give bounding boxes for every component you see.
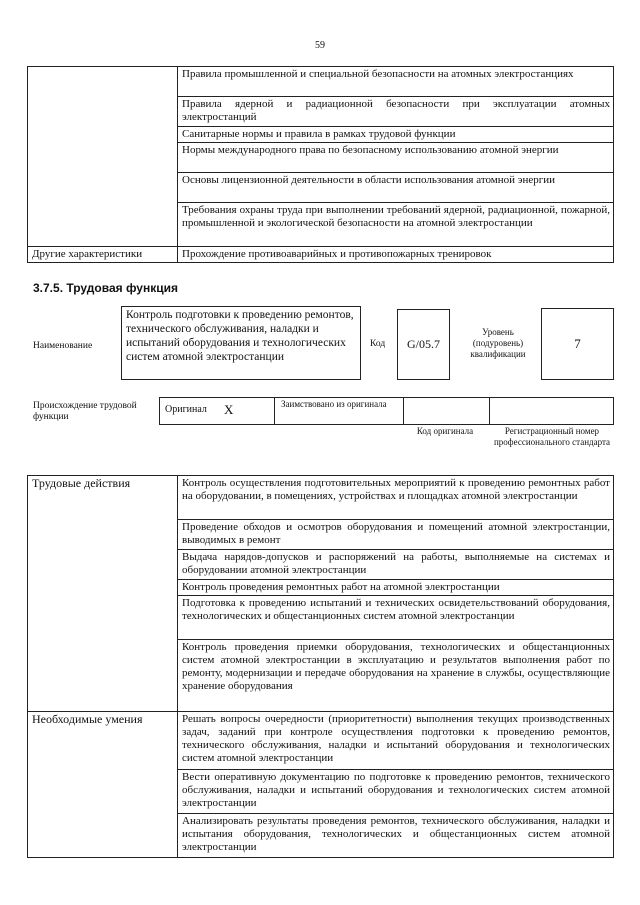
labor-actions-label: Трудовые действия xyxy=(28,476,178,712)
origin-label: Происхождение трудовой функции xyxy=(33,401,137,422)
knowledge-item: Правила ядерной и радиационной безопасности при эксплуатации атомных электростанций xyxy=(178,97,614,127)
labor-action-item: Проведение обходов и осмотров оборудования и помещений атомной электростанции, выводимых в ремонт xyxy=(178,520,614,550)
labor-action-item: Подготовка к проведению испытаний и технических освидетельствований оборудования, технологических и общестанционных систем атомной электростанции xyxy=(178,596,614,640)
blank-label-cell xyxy=(28,67,178,247)
section-heading: 3.7.5. Трудовая функция xyxy=(33,281,178,295)
skill-item: Вести оперативную документацию по подготовке к проведению ремонтов, технического обслуживания, наладки и испытаний оборудования и технологических систем атомной электростанции xyxy=(178,770,614,814)
labor-action-item: Контроль проведения приемки оборудования, технологических и общестанционных систем атомной электростанции в эксплуатацию и результатов выполнения работ по ремонту, модернизации и передаче оборудования на хранение в службы, осуществляющие хранение оборудования xyxy=(178,640,614,712)
knowledge-item: Санитарные нормы и правила в рамках трудовой функции xyxy=(178,127,614,143)
labor-action-item: Контроль осуществления подготовительных мероприятий к проведению ремонтных работ на оборудовании, в помещениях, устройствах и площадках атомной электростанции xyxy=(178,476,614,520)
top-knowledge-table xyxy=(27,66,614,263)
qualification-level-box: 7 xyxy=(541,308,614,380)
required-skills-label: Необходимые умения xyxy=(28,712,178,858)
reg-number-label: Регистрационный номер профессионального стандарта xyxy=(493,426,611,447)
skill-item: Решать вопросы очередности (приоритетности) выполнения текущих производственных задач, заданий при контроле осуществления подготовки к проведению ремонтов, технического обслуживания, наладки и испытаний оборудования и технологических систем атомной электростанции xyxy=(178,712,614,770)
knowledge-item: Нормы международного права по безопасному использованию атомной энергии xyxy=(178,143,614,173)
code-label: Код xyxy=(370,339,386,349)
function-name-box: Контроль подготовки к проведению ремонтов, технического обслуживания, наладки и испытаний оборудования и технологических систем атомной электростанции xyxy=(121,306,361,380)
original-label: Оригинал xyxy=(165,404,207,415)
qualification-level-label: Уровень (подуровень) квалификации xyxy=(470,327,526,359)
origin-row xyxy=(159,397,614,425)
labor-action-item: Выдача нарядов-допусков и распоряжений на работы, выполняемые на системах и оборудовании атомной электростанции xyxy=(178,550,614,580)
divider xyxy=(403,397,404,425)
knowledge-item: Требования охраны труда при выполнении требований ядерной, радиационной, пожарной, промышленной и экологической безопасности на атомной электростанции xyxy=(178,203,614,247)
other-characteristics-label: Другие характеристики xyxy=(28,247,178,263)
code-value-box: G/05.7 xyxy=(397,309,450,380)
other-characteristics-value: Прохождение противоаварийных и противопожарных тренировок xyxy=(178,247,614,263)
divider xyxy=(274,397,275,425)
knowledge-item: Основы лицензионной деятельности в области использования атомной энергии xyxy=(178,173,614,203)
page-number: 59 xyxy=(315,40,325,51)
divider xyxy=(489,397,490,425)
original-mark: X xyxy=(224,402,234,417)
skill-item: Анализировать результаты проведения ремонтов, технического обслуживания, наладки и испытания оборудования, технологических и общестанционных систем атомной электростанции xyxy=(178,814,614,858)
bottom-function-table xyxy=(27,475,614,858)
labor-action-item: Контроль проведения ремонтных работ на атомной электростанции xyxy=(178,580,614,596)
borrowed-label: Заимствовано из оригинала xyxy=(281,399,387,409)
knowledge-item: Правила промышленной и специальной безопасности на атомных электростанциях xyxy=(178,67,614,97)
name-label: Наименование xyxy=(33,341,93,351)
code-original-label: Код оригинала xyxy=(416,426,474,436)
